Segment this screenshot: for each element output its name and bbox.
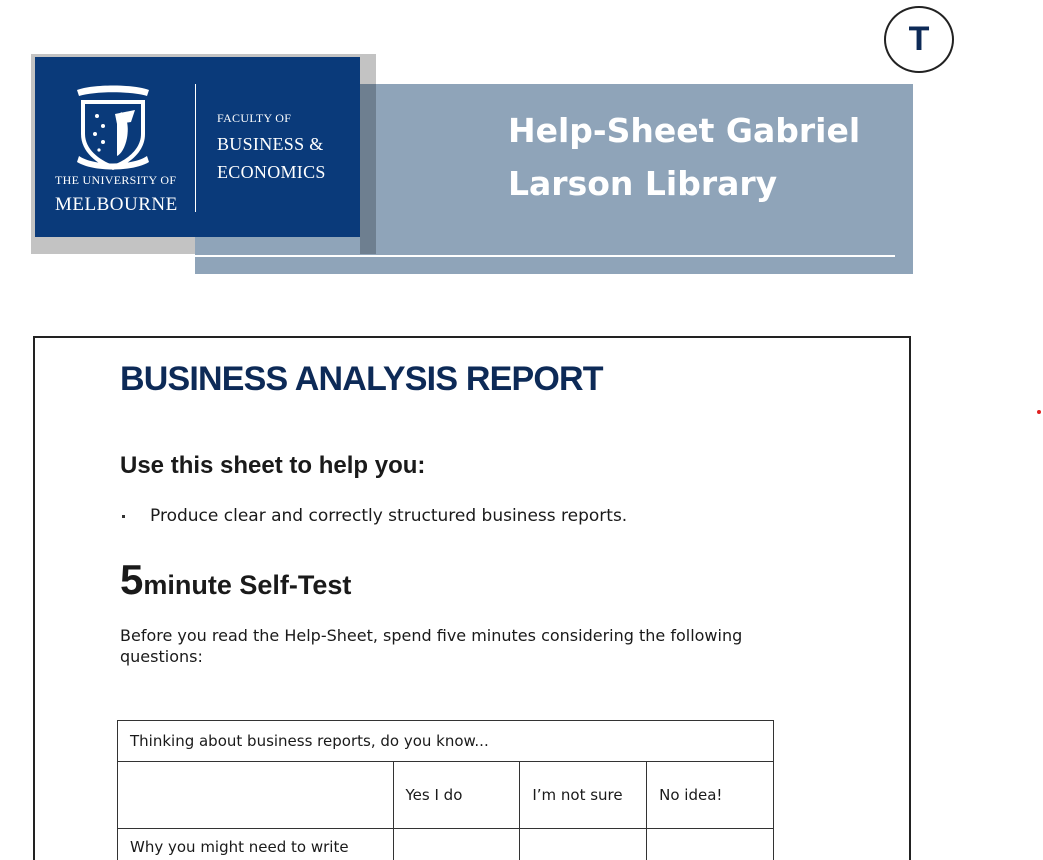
corner-letter-badge xyxy=(884,6,954,73)
title-band-rule xyxy=(195,255,895,257)
table-row xyxy=(118,829,774,860)
answer-cell-no-idea[interactable] xyxy=(647,829,774,860)
logo-divider xyxy=(195,84,196,212)
self-test-table xyxy=(117,720,774,860)
use-sheet-heading: Use this sheet to help you: xyxy=(120,452,426,479)
report-title: BUSINESS ANALYSIS REPORT xyxy=(120,360,603,398)
content-box xyxy=(33,336,911,860)
help-sheet-title-line2: Larson Library xyxy=(508,164,778,203)
bullet-item xyxy=(120,506,627,526)
faculty-line2: BUSINESS & xyxy=(217,134,324,154)
red-dot-mark xyxy=(1037,410,1041,414)
table-header-row xyxy=(118,721,774,762)
self-test-number: 5 xyxy=(120,556,144,603)
faculty-line1: FACULTY OF xyxy=(217,111,292,125)
answer-cell-not-sure[interactable] xyxy=(520,829,647,860)
column-not-sure: I’m not sure xyxy=(520,762,647,829)
corner-letter: T xyxy=(908,20,930,58)
logo-panel-shade xyxy=(360,84,376,254)
university-logo xyxy=(35,57,360,237)
question-cell: Why you might need to write xyxy=(118,829,394,860)
crest-icon xyxy=(73,82,153,172)
intro-paragraph: Before you read the Help-Sheet, spend five minutes considering the following questions: xyxy=(120,626,743,666)
help-sheet-title xyxy=(508,104,898,210)
bullet-dot-icon xyxy=(122,515,125,518)
column-no-idea: No idea! xyxy=(647,762,774,829)
column-yes: Yes I do xyxy=(393,762,520,829)
university-name-line1: THE UNIVERSITY OF xyxy=(55,173,177,187)
table-columns-row xyxy=(118,762,774,829)
bullet-text: Produce clear and correctly structured business reports. xyxy=(150,506,628,526)
self-test-label: minute Self-Test xyxy=(143,570,352,600)
table-empty-cell xyxy=(118,762,394,829)
help-sheet-title-line1: Help-Sheet Gabriel xyxy=(508,111,861,150)
answer-cell-yes[interactable] xyxy=(393,829,520,860)
university-name-line2: MELBOURNE xyxy=(55,194,178,215)
table-header-cell: Thinking about business reports, do you know... xyxy=(118,721,774,762)
faculty-line3: ECONOMICS xyxy=(217,162,326,182)
self-test-heading xyxy=(120,556,351,604)
